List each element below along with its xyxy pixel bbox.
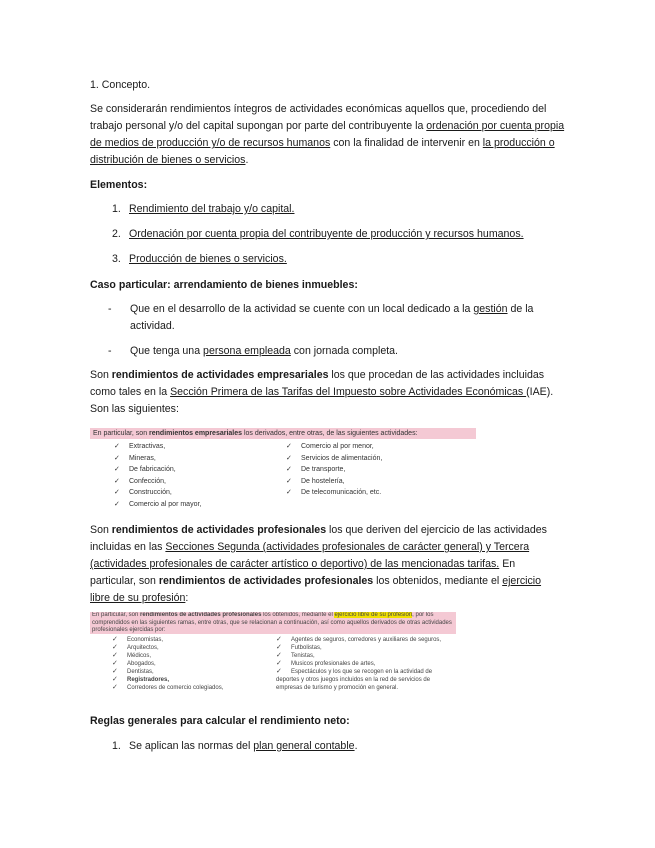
check-icon: ✓ [114, 466, 120, 473]
reglas-text-b: . [354, 740, 358, 752]
check-icon: ✓ [112, 668, 118, 675]
cell: Arquitectos, [127, 645, 159, 651]
check-icon: ✓ [286, 443, 292, 450]
check-icon: ✓ [114, 489, 120, 496]
list-number: 3. [112, 253, 121, 265]
cell: Comercio al por menor, [301, 443, 374, 450]
check-icon: ✓ [286, 454, 292, 462]
th-b: rendimientos empresariales [149, 430, 243, 437]
list-text: Rendimiento del trabajo y/o capital. [129, 203, 295, 215]
cell: Musicos profesionales de artes, [291, 661, 376, 667]
table-row [286, 487, 382, 499]
prof-underlined-2: ejercicio libre de su profesión [90, 575, 542, 604]
th-a: En particular, son [93, 430, 150, 437]
intro-underlined-1: ordenación por cuenta propia de medios de producción y/o de recursos humanos [90, 120, 565, 149]
cell: Tenistas, [291, 653, 315, 659]
list-text: Producción de bienes o servicios. [129, 253, 287, 265]
table-left-column [114, 441, 201, 510]
prof-text-e: : [185, 592, 189, 604]
table-right-column [276, 636, 456, 692]
th-highlight: ejercicio libre de su profesión [334, 612, 413, 618]
check-icon: ✓ [114, 443, 120, 450]
cell: Espectáculos y los que se recogen en la actividad de deportes y otros juegos incluidos en la red de servicios de empresas de turismo y promoción en general. [276, 669, 433, 691]
reglas-text-a: Se aplican las normas del [129, 740, 254, 752]
list-text [129, 738, 358, 755]
check-icon: ✓ [286, 477, 292, 485]
cell: Confección, [129, 477, 166, 485]
cell: Construcción, [129, 489, 172, 496]
cell: Registradores, [127, 677, 170, 683]
table-row [114, 464, 201, 476]
emp-text-c: (IAE). Son las siguientes: [90, 386, 554, 415]
check-icon: ✓ [112, 652, 118, 659]
th-b: rendimientos de actividades profesionales [140, 612, 262, 618]
table-row [112, 652, 223, 660]
table-row [286, 453, 382, 465]
table-row [112, 676, 223, 684]
emp-bold: rendimientos de actividades empresariales [111, 369, 329, 381]
empresariales-table-image [90, 428, 476, 508]
profesionales-table-image [90, 612, 456, 698]
reglas-title: Reglas generales para calcular el rendimiento neto: [90, 715, 350, 727]
elementos-title: Elementos: [90, 179, 148, 191]
table-header [90, 612, 456, 634]
check-icon: ✓ [276, 636, 282, 643]
prof-bold-1: rendimientos de actividades profesionales [111, 524, 327, 536]
check-icon: ✓ [112, 684, 118, 691]
cell: De telecomunicación, etc. [301, 489, 382, 496]
check-icon: ✓ [112, 636, 118, 643]
dash-bullet: - [108, 345, 112, 357]
emp-underlined: Sección Primera de las Tarifas del Impuesto sobre Actividades Económicas [170, 386, 527, 398]
emp-text-b: los que procedan de las actividades incluidas como tales en la [90, 369, 545, 398]
table-row [286, 476, 382, 488]
cell: Corredores de comercio colegiados, [127, 685, 224, 691]
table-row [114, 499, 201, 511]
cell: Servicios de alimentación, [301, 454, 383, 462]
cell: Futbolistas, [291, 645, 322, 651]
th-d: , por los comprendidos en las siguientes ramas, entre otras, que se relacionan a continuación, así como aquellos derivados de otras actividades profesionales ejercidas por: [92, 612, 452, 633]
table-row [112, 636, 223, 644]
th-c: los obtenidos, mediante el [261, 612, 335, 618]
intro-period: . [245, 154, 249, 166]
caso-title: Caso particular: arrendamiento de bienes inmuebles: [90, 279, 358, 291]
table-right-column [286, 441, 382, 499]
table-row [286, 464, 382, 476]
prof-text-c: En particular, son [90, 558, 516, 587]
list-number: 2. [112, 228, 121, 240]
check-icon: ✓ [276, 644, 282, 651]
th-c: los derivados, entre otras, de las siguientes actividades: [242, 430, 418, 437]
prof-bold-2: rendimientos de actividades profesionales [158, 575, 374, 587]
cell: Abogados, [127, 661, 156, 667]
cell: Agentes de seguros, corredores y auxiliares de seguros, [291, 637, 442, 643]
check-icon: ✓ [276, 652, 282, 659]
table-row [114, 453, 201, 465]
check-icon: ✓ [286, 466, 292, 473]
table-row [112, 660, 223, 668]
profesionales-paragraph [90, 522, 560, 607]
check-icon: ✓ [112, 644, 118, 651]
cell: Extractivas, [129, 443, 166, 450]
cell: De transporte, [301, 466, 346, 473]
dash-text [130, 343, 550, 360]
cell: De hostelería, [301, 477, 345, 485]
dash-text [130, 301, 550, 335]
check-icon: ✓ [112, 660, 118, 667]
cell: Economistas, [127, 637, 164, 643]
dash-bullet: - [108, 303, 112, 315]
table-row [114, 487, 201, 499]
list-text: Ordenación por cuenta propia del contribuyente de producción y recursos humanos. [129, 228, 524, 240]
section-heading: 1. Concepto. [90, 79, 151, 91]
check-icon: ✓ [114, 500, 120, 508]
reglas-underlined: plan general contable [253, 740, 355, 752]
dash-underlined: gestión [473, 303, 508, 315]
cell: Comercio al por mayor, [129, 500, 202, 508]
table-row [112, 684, 223, 692]
check-icon: ✓ [286, 489, 292, 496]
dash-text-b: de la actividad. [130, 303, 534, 332]
table-left-column [112, 636, 223, 692]
intro-text: Se considerarán rendimientos íntegros de actividades económicas aquellos que, procediendo del trabajo personal y/o del capital supongan por parte del contribuyente la [90, 103, 547, 132]
intro-paragraph [90, 101, 568, 169]
dash-text-a: Que tenga una [130, 345, 204, 357]
table-row [276, 660, 456, 668]
cell: Dentistas, [127, 669, 154, 675]
table-row [112, 644, 223, 652]
cell: Médicos, [127, 653, 152, 659]
table-row [112, 668, 223, 676]
table-row [114, 441, 201, 453]
table-row [276, 652, 456, 660]
table-row [276, 644, 456, 652]
cell: De fabricación, [129, 466, 176, 473]
list-number: 1. [112, 740, 121, 752]
table-header [90, 428, 476, 439]
list-number: 1. [112, 203, 121, 215]
th-a: En particular, son [92, 612, 141, 618]
check-icon: ✓ [112, 676, 118, 683]
cell: Mineras, [129, 454, 156, 462]
emp-text-a: Son [90, 369, 112, 381]
table-row [114, 476, 201, 488]
check-icon: ✓ [114, 454, 120, 462]
dash-text-b: con jornada completa. [290, 345, 398, 357]
empresariales-paragraph [90, 367, 560, 418]
table-row [276, 636, 456, 644]
dash-text-a: Que en el desarrollo de la actividad se cuente con un local dedicado a la [130, 303, 474, 315]
prof-text-a: Son [90, 524, 112, 536]
prof-text-b: los que deriven del ejercicio de las actividades incluidas en las [90, 524, 547, 553]
dash-underlined: persona empleada [203, 345, 291, 357]
check-icon: ✓ [114, 477, 120, 485]
table-row [286, 441, 382, 453]
table-row [276, 668, 456, 692]
intro-underlined-2: la producción o distribución de bienes o servicios [90, 137, 555, 166]
check-icon: ✓ [276, 660, 282, 667]
prof-text-d: los obtenidos, mediante el [373, 575, 503, 587]
intro-text-2: con la finalidad de intervenir en [330, 137, 483, 149]
check-icon: ✓ [276, 668, 282, 675]
prof-underlined: Secciones Segunda (actividades profesionales de carácter general) y Tercera (actividades profesionales de carácter artístico o deportivo) de las mencionadas tarifas. [90, 541, 530, 570]
